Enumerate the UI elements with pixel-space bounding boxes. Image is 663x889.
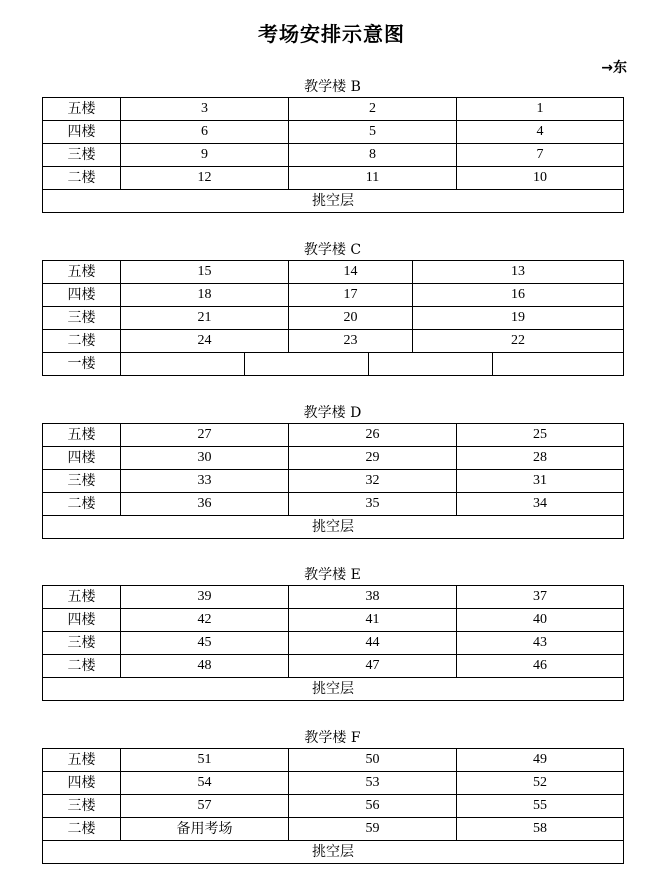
room-cell: 22: [413, 330, 624, 353]
table-row: [43, 424, 624, 447]
room-cell: 1: [457, 98, 624, 121]
table-row: [43, 470, 624, 493]
room-cell: 20: [289, 307, 413, 330]
room-cell: 44: [289, 632, 457, 655]
floor-label: 二楼: [43, 493, 121, 516]
building-name: 教学楼 B: [304, 79, 361, 95]
room-cell: 55: [457, 795, 624, 818]
floor-label: 四楼: [43, 121, 121, 144]
floor-label: 三楼: [43, 144, 121, 167]
room-cell: [245, 353, 369, 376]
room-cell: [369, 353, 493, 376]
building-table: [42, 260, 624, 376]
floor-label: 二楼: [43, 167, 121, 190]
table-row: [43, 144, 624, 167]
room-cell: 12: [121, 167, 289, 190]
table-row: [43, 632, 624, 655]
room-cell: 35: [289, 493, 457, 516]
room-cell: 56: [289, 795, 457, 818]
table-row: [43, 167, 624, 190]
ground-floor-label: 挑空层: [43, 190, 624, 213]
building-c: [42, 240, 623, 376]
room-cell: 21: [121, 307, 289, 330]
table-row: [43, 307, 624, 330]
building-table: [42, 748, 624, 864]
room-cell: 33: [121, 470, 289, 493]
floor-label: 三楼: [43, 795, 121, 818]
table-row: [43, 818, 624, 841]
building-name: 教学楼 C: [303, 242, 362, 258]
room-cell: 31: [457, 470, 624, 493]
room-cell: 34: [457, 493, 624, 516]
room-cell: 18: [121, 284, 289, 307]
room-cell: 2: [289, 98, 457, 121]
floor-label: 五楼: [43, 749, 121, 772]
table-row: [43, 609, 624, 632]
room-cell: 11: [289, 167, 457, 190]
table-row: [43, 749, 624, 772]
room-cell: 24: [121, 330, 289, 353]
floor-label: 四楼: [43, 447, 121, 470]
floor-label: 三楼: [43, 307, 121, 330]
table-row: [43, 284, 624, 307]
room-cell: 49: [457, 749, 624, 772]
table-row: [43, 795, 624, 818]
room-cell: 51: [121, 749, 289, 772]
room-cell: 15: [121, 261, 289, 284]
floor-label: 三楼: [43, 632, 121, 655]
floor-label: 二楼: [43, 330, 121, 353]
room-cell: 17: [289, 284, 413, 307]
room-cell: 29: [289, 447, 457, 470]
room-cell: 45: [121, 632, 289, 655]
ground-floor-label: 挑空层: [43, 678, 624, 701]
building-e: [42, 565, 623, 701]
floor-label: 五楼: [43, 98, 121, 121]
table-row: [43, 841, 624, 864]
room-cell: 8: [289, 144, 457, 167]
room-cell: 30: [121, 447, 289, 470]
direction-indicator: →东: [601, 60, 627, 76]
floor-label: 四楼: [43, 609, 121, 632]
room-cell: 36: [121, 493, 289, 516]
table-row: [43, 190, 624, 213]
table-row: [43, 772, 624, 795]
building-table: [42, 423, 624, 539]
floor-label: 一楼: [43, 353, 121, 376]
room-cell: 46: [457, 655, 624, 678]
room-cell: 50: [289, 749, 457, 772]
room-cell: 25: [457, 424, 624, 447]
room-cell: 52: [457, 772, 624, 795]
room-cell: 59: [289, 818, 457, 841]
room-cell: 9: [121, 144, 289, 167]
room-cell: 54: [121, 772, 289, 795]
room-cell: 4: [457, 121, 624, 144]
building-f: [42, 728, 623, 864]
building-table: [42, 97, 624, 213]
room-cell: 14: [289, 261, 413, 284]
floor-label: 五楼: [43, 424, 121, 447]
room-cell: [121, 353, 245, 376]
floor-label: 四楼: [43, 772, 121, 795]
room-cell: 40: [457, 609, 624, 632]
room-cell: 38: [289, 586, 457, 609]
room-cell: 28: [457, 447, 624, 470]
room-cell: 备用考场: [121, 818, 289, 841]
room-cell: 41: [289, 609, 457, 632]
ground-floor-label: 挑空层: [43, 841, 624, 864]
room-cell: 32: [289, 470, 457, 493]
table-row: [43, 121, 624, 144]
floor-label: 四楼: [43, 284, 121, 307]
room-cell: 58: [457, 818, 624, 841]
table-row: [43, 655, 624, 678]
room-cell: 57: [121, 795, 289, 818]
table-row: [43, 493, 624, 516]
table-row: [43, 261, 624, 284]
room-cell: 42: [121, 609, 289, 632]
building-b: [42, 77, 623, 213]
floor-label: 二楼: [43, 818, 121, 841]
table-row: [43, 516, 624, 539]
room-cell: 23: [289, 330, 413, 353]
floor-label: 三楼: [43, 470, 121, 493]
room-cell: 6: [121, 121, 289, 144]
building-name: 教学楼 E: [304, 567, 361, 583]
page-title: 考场安排示意图: [258, 22, 405, 46]
room-cell: 5: [289, 121, 457, 144]
room-cell: 19: [413, 307, 624, 330]
room-cell: 26: [289, 424, 457, 447]
room-cell: 43: [457, 632, 624, 655]
building-d: [42, 403, 623, 539]
floor-label: 五楼: [43, 261, 121, 284]
room-cell: 27: [121, 424, 289, 447]
table-row: [43, 98, 624, 121]
room-cell: 39: [121, 586, 289, 609]
table-row: [43, 447, 624, 470]
table-row: [43, 678, 624, 701]
room-cell: 53: [289, 772, 457, 795]
building-name: 教学楼 F: [304, 730, 361, 746]
ground-floor-label: 挑空层: [43, 516, 624, 539]
floor-label: 五楼: [43, 586, 121, 609]
table-row: [43, 586, 624, 609]
room-cell: 47: [289, 655, 457, 678]
building-name: 教学楼 D: [303, 405, 362, 421]
room-cell: 16: [413, 284, 624, 307]
room-cell: 48: [121, 655, 289, 678]
room-cell: 37: [457, 586, 624, 609]
room-cell: [493, 353, 624, 376]
room-cell: 13: [413, 261, 624, 284]
floor-label: 二楼: [43, 655, 121, 678]
room-cell: 10: [457, 167, 624, 190]
room-cell: 7: [457, 144, 624, 167]
building-table: [42, 585, 624, 701]
room-cell: 3: [121, 98, 289, 121]
table-row: [43, 330, 624, 353]
table-row: [43, 353, 624, 376]
